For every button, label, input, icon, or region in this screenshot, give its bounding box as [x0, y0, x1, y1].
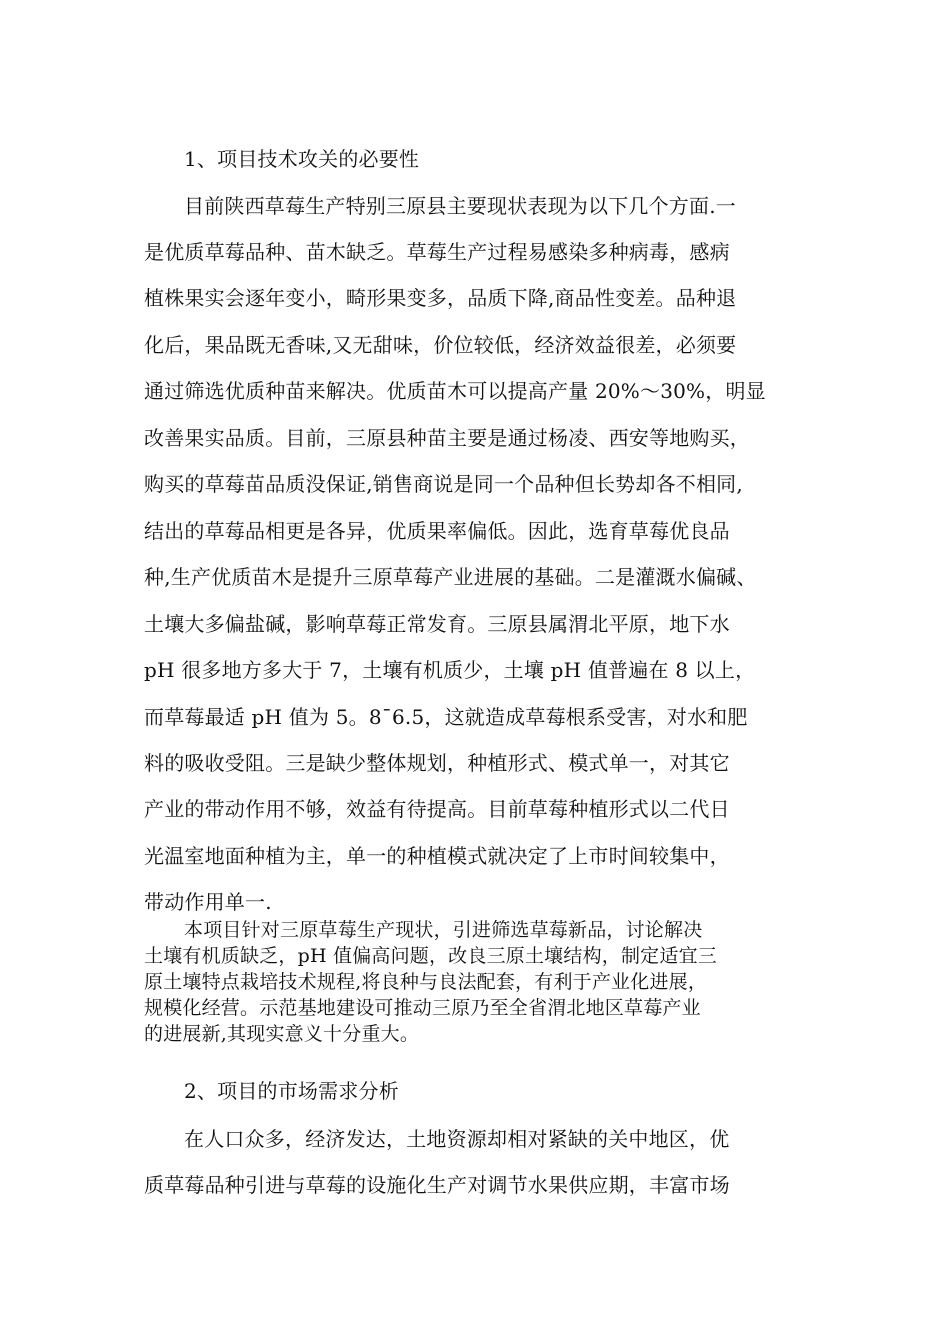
paragraph-line: 的进展新,其现实意义十分重大。	[144, 1023, 420, 1045]
paragraph-line: 光温室地面种植为主，单一的种植模式就决定了上市时间较集中，	[144, 844, 730, 868]
section-heading-1: 1、项目技术攻关的必要性	[184, 147, 420, 171]
paragraph-line: 在人口众多，经济发达，土地资源却相对紧缺的关中地区，优	[184, 1127, 730, 1151]
paragraph-line: 结出的草莓品相更是各异，优质果率偏低。因此，选育草莓优良品	[144, 519, 730, 543]
paragraph-line: 质草莓品种引进与草莓的设施化生产对调节水果供应期，丰富市场	[144, 1173, 730, 1197]
paragraph-line: 土壤大多偏盐碱，影响草莓正常发育。三原县属渭北平原，地下水	[144, 612, 730, 636]
paragraph-line: 本项目针对三原草莓生产现状，引进筛选草莓新品，讨论解决	[184, 919, 703, 941]
paragraph-line: 产业的带动作用不够，效益有待提高。目前草莓种植形式以二代日	[144, 797, 730, 821]
paragraph-line: 带动作用单一.	[144, 890, 272, 914]
section-heading-2: 2、项目的市场需求分析	[184, 1079, 399, 1103]
paragraph-line: 原土壤特点栽培技术规程,将良种与良法配套，有利于产业化进展，	[144, 971, 708, 993]
paragraph-line: 规模化经营。示范基地建设可推动三原乃至全省渭北地区草莓产业	[144, 997, 701, 1019]
paragraph-line: 种,生产优质苗木是提升三原草莓产业进展的基础。二是灌溉水偏碱、	[144, 565, 757, 589]
paragraph-line: 改善果实品质。目前，三原县种苗主要是通过杨凌、西安等地购买，	[144, 426, 750, 450]
paragraph-line: 料的吸收受阻。三是缺少整体规划，种植形式、模式单一，对其它	[144, 751, 730, 775]
paragraph-line: 化后，果品既无香味,又无甜味，价位较低，经济效益很差，必须要	[144, 333, 737, 357]
paragraph-line: 是优质草莓品种、苗木缺乏。草莓生产过程易感染多种病毒，感病	[144, 240, 730, 264]
paragraph-line: 购买的草莓苗品质没保证,销售商说是同一个品种但长势却各不相同,	[144, 472, 743, 496]
paragraph-line: pH 很多地方多大于 7，土壤有机质少，土壤 pH 值普遍在 8 以上，	[144, 658, 756, 682]
paragraph-line: 通过筛选优质种苗来解决。优质苗木可以提高产量 20%～30%，明显	[144, 379, 766, 403]
paragraph-line: 土壤有机质缺乏，pH 值偏高问题，改良三原土壤结构，制定适宜三	[144, 945, 717, 967]
paragraph-line: 目前陕西草莓生产特别三原县主要现状表现为以下几个方面.一	[184, 194, 736, 218]
paragraph-line: 植株果实会逐年变小，畸形果变多，品质下降,商品性变差。品种退	[144, 286, 737, 310]
paragraph-line: 而草莓最适 pH 值为 5。8¯6.5，这就造成草莓根系受害，对水和肥	[144, 705, 748, 729]
